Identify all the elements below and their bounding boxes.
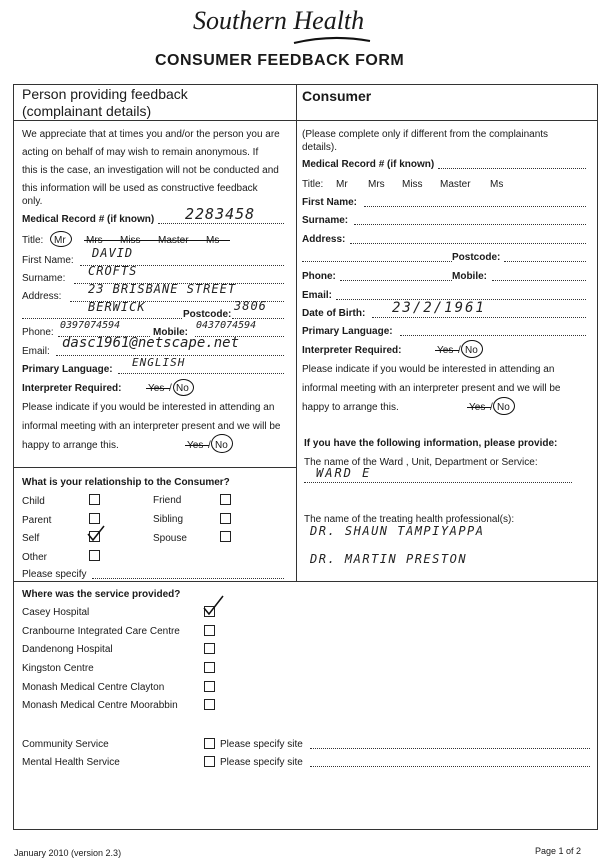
language-label: Primary Language: (22, 364, 113, 375)
consumer-postcode-label: Postcode: (452, 252, 501, 263)
relation-sibling-checkbox[interactable] (220, 513, 231, 524)
interpreter-no[interactable]: No (176, 383, 189, 394)
consumer-title-master[interactable]: Master (440, 179, 471, 190)
selection-circle (461, 340, 483, 358)
site-kingston-checkbox[interactable] (204, 662, 215, 673)
consumer-mobile-label: Mobile: (452, 271, 487, 282)
meeting-no[interactable]: No (215, 440, 228, 451)
professional-label: The name of the treating health professional(s): (304, 514, 515, 525)
email-label: Email: (22, 346, 50, 357)
relation-other-label: Other (22, 552, 48, 563)
mobile-value[interactable]: 0437074594 (196, 320, 257, 331)
intro-line: We appreciate that at times you and/or the person you are (22, 129, 280, 140)
info-heading: If you have the following information, please provide: (304, 438, 558, 449)
consumer-first-name-field[interactable] (364, 206, 586, 207)
consumer-note-line: details). (302, 142, 338, 153)
consumer-title-ms[interactable]: Ms (490, 179, 504, 190)
relation-self-label: Self (22, 533, 40, 544)
title-label: Title: (22, 235, 44, 246)
consumer-medical-label: Medical Record # (if known) (302, 159, 435, 170)
consumer-language-label: Primary Language: (302, 326, 393, 337)
site-label-cranbourne: Cranbourne Integrated Care Centre (22, 626, 180, 637)
slash-text: / (458, 345, 461, 356)
relation-specify-label: Please specify (22, 569, 87, 580)
relationship-divider (13, 467, 296, 468)
slash-text: / (208, 440, 211, 451)
yes-strike-line (146, 388, 170, 389)
check-mark-icon (86, 524, 106, 542)
first-name-label: First Name: (22, 255, 74, 266)
site-label-casey: Casey Hospital (22, 607, 90, 618)
mental-specify-field[interactable] (310, 766, 590, 767)
slash-text: / (169, 383, 172, 394)
consumer-title-mr[interactable]: Mr (336, 179, 348, 190)
language-value[interactable]: ENGLISH (132, 356, 186, 369)
meeting-text-line: Please indicate if you would be interested in attending an (22, 402, 275, 413)
yes-strike-line (435, 350, 459, 351)
relation-sibling-label: Sibling (153, 514, 184, 525)
consumer-first-name-label: First Name: (302, 197, 358, 208)
consumer-email-label: Email: (302, 290, 333, 301)
site-dandenong-checkbox[interactable] (204, 643, 215, 654)
intro-line: only. (22, 196, 43, 207)
interpreter-label: Interpreter Required: (22, 383, 122, 394)
title-option-mr[interactable]: Mr (54, 235, 66, 246)
right-heading: Consumer (302, 88, 372, 104)
mental-specify-label: Please specify site (220, 757, 303, 768)
version-text: January 2010 (version 2.3) (14, 848, 122, 858)
title-option-miss[interactable]: Miss (120, 235, 141, 246)
surname-value[interactable]: CROFTS (88, 264, 138, 278)
community-service-checkbox[interactable] (204, 738, 215, 749)
mental-health-checkbox[interactable] (204, 756, 215, 767)
site-label-moorabbin: Monash Medical Centre Moorabbin (22, 700, 178, 711)
professional-1-value[interactable]: DR. SHAUN TAMPIYAPPA (310, 524, 485, 538)
address-line1-value[interactable]: 23 BRISBANE STREET (88, 282, 237, 296)
service-heading: Where was the service provided? (22, 589, 181, 600)
consumer-mobile-field[interactable] (492, 280, 586, 281)
consumer-interpreter-yes[interactable]: Yes (437, 345, 454, 356)
consumer-title-label: Title: (302, 179, 324, 190)
page-number: Page 1 of 2 (535, 846, 582, 856)
intro-line: this is the case, an investigation will not be conducted and (22, 165, 279, 176)
meeting-text-line: informal meeting with an interpreter present and we will be (22, 421, 281, 432)
site-clayton-checkbox[interactable] (204, 681, 215, 692)
selection-circle (211, 434, 233, 453)
relation-parent-checkbox[interactable] (89, 513, 100, 524)
header-row-divider (13, 120, 598, 121)
medical-record-label: Medical Record # (if known) (22, 214, 155, 225)
consumer-surname-field[interactable] (354, 224, 586, 225)
title-strike-line (84, 240, 230, 241)
meeting-yes[interactable]: Yes (187, 440, 204, 451)
consumer-surname-label: Surname: (302, 215, 349, 226)
consumer-interpreter-label: Interpreter Required: (302, 345, 402, 356)
frame-right (597, 84, 598, 830)
form-title: CONSUMER FEEDBACK FORM (155, 52, 405, 69)
title-option-master[interactable]: Master (158, 235, 189, 246)
consumer-interpreter-no[interactable]: No (465, 345, 478, 356)
service-divider (13, 581, 598, 582)
consumer-title-miss[interactable]: Miss (402, 179, 423, 190)
consumer-address-label: Address: (302, 234, 346, 245)
relationship-heading: What is your relationship to the Consumer? (22, 477, 230, 488)
consumer-meeting-line: happy to arrange this. (302, 402, 399, 413)
logo-swoosh (292, 36, 372, 46)
yes-strike-line (467, 407, 491, 408)
first-name-value[interactable]: DAVID (92, 246, 134, 260)
relation-friend-label: Friend (153, 495, 182, 506)
consumer-meeting-no[interactable]: No (497, 402, 510, 413)
site-label-dandenong: Dandenong Hospital (22, 644, 113, 655)
logo-text: Southern Health (193, 6, 365, 35)
relation-parent-label: Parent (22, 515, 52, 526)
relation-child-label: Child (22, 496, 45, 507)
mental-health-label: Mental Health Service (22, 757, 120, 768)
site-label-kingston: Kingston Centre (22, 663, 94, 674)
consumer-address-field[interactable] (350, 243, 586, 244)
consumer-phone-field[interactable] (340, 280, 452, 281)
mobile-label: Mobile: (153, 327, 188, 338)
relation-other-checkbox[interactable] (89, 550, 100, 561)
phone-value[interactable]: 0397074594 (60, 320, 121, 331)
consumer-meeting-line: informal meeting with an interpreter present and we will be (302, 383, 561, 394)
intro-line: this information will be used as constructive feedback (22, 183, 258, 194)
intro-line: acting on behalf of may wish to remain anonymous. If (22, 147, 259, 158)
site-label-clayton: Monash Medical Centre Clayton (22, 682, 165, 693)
title-option-mrs[interactable]: Mrs (86, 235, 103, 246)
consumer-meeting-yes[interactable]: Yes (469, 402, 486, 413)
site-moorabbin-checkbox[interactable] (204, 699, 215, 710)
selection-circle (173, 379, 194, 396)
site-cranbourne-checkbox[interactable] (204, 625, 215, 636)
postcode-label: Postcode: (183, 309, 232, 320)
relation-spouse-label: Spouse (153, 533, 187, 544)
yes-strike-line (185, 445, 209, 446)
frame-bottom (13, 829, 598, 830)
consumer-medical-field[interactable] (438, 168, 586, 169)
relation-child-checkbox[interactable] (89, 494, 100, 505)
left-heading-line2: (complainant details) (22, 103, 152, 119)
column-divider (296, 84, 297, 582)
left-heading-line1: Person providing feedback (22, 86, 188, 102)
check-mark-icon (200, 594, 226, 618)
meeting-text-line: happy to arrange this. (22, 440, 119, 451)
community-specify-label: Please specify site (220, 739, 303, 750)
frame-left (13, 84, 14, 830)
relation-specify-field[interactable] (92, 578, 284, 579)
slash-text: / (490, 402, 493, 413)
consumer-note-line: (Please complete only if different from the complainants (302, 129, 549, 140)
email-value[interactable]: dasc1961@netscape.net (62, 335, 240, 351)
relation-spouse-checkbox[interactable] (220, 531, 231, 542)
address-label: Address: (22, 291, 62, 302)
community-service-label: Community Service (22, 739, 109, 750)
title-option-ms[interactable]: Ms (206, 235, 220, 246)
selection-circle (50, 231, 72, 247)
consumer-phone-label: Phone: (302, 271, 336, 282)
address-line2-value[interactable]: BERWICK (88, 300, 146, 314)
surname-label: Surname: (22, 273, 66, 284)
consumer-title-mrs[interactable]: Mrs (368, 179, 385, 190)
ward-label: The name of the Ward , Unit, Department or Service: (304, 457, 538, 468)
interpreter-yes[interactable]: Yes (148, 383, 165, 394)
community-specify-field[interactable] (310, 748, 590, 749)
consumer-language-field[interactable] (400, 335, 586, 336)
consumer-dob-label: Date of Birth: (302, 308, 366, 319)
postcode-value[interactable]: 3806 (234, 299, 267, 313)
selection-circle (493, 397, 515, 415)
consumer-dob-value[interactable]: 23/2/1961 (392, 300, 486, 316)
professional-2-value[interactable]: DR. MARTIN PRESTON (310, 552, 468, 566)
consumer-meeting-line: Please indicate if you would be interested in attending an (302, 364, 555, 375)
medical-record-value[interactable]: 2283458 (185, 205, 256, 223)
relation-friend-checkbox[interactable] (220, 494, 231, 505)
frame-top (13, 84, 598, 85)
consumer-postcode-field[interactable] (504, 261, 586, 262)
phone-label: Phone: (22, 327, 54, 338)
ward-value[interactable]: WARD E (316, 466, 372, 480)
